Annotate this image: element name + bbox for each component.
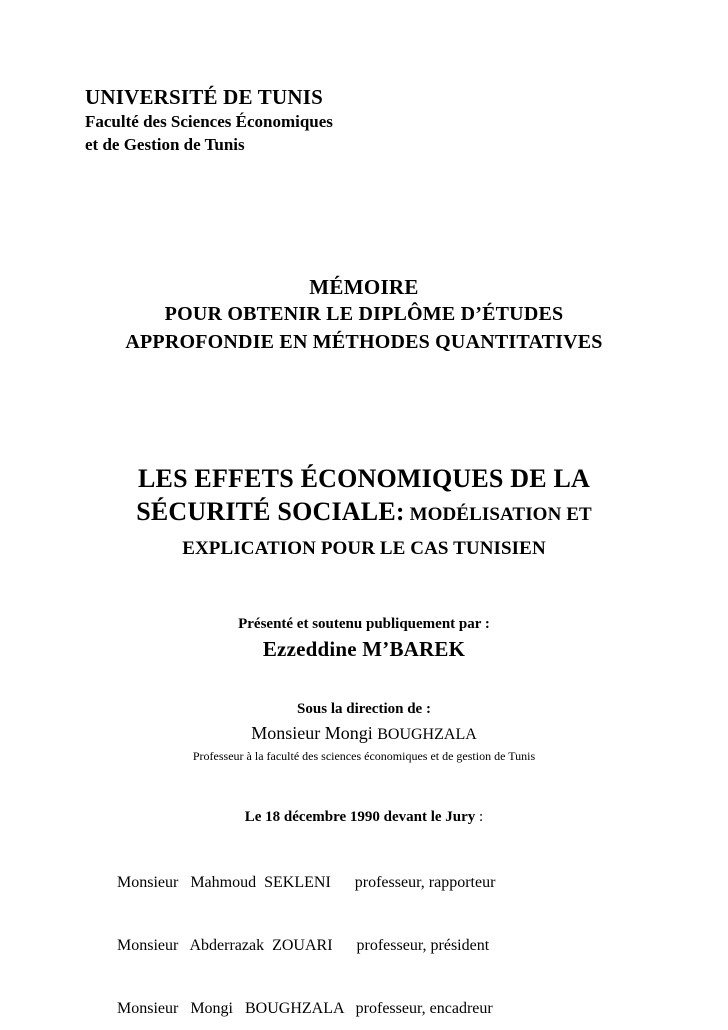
supervisor-name bbox=[0, 721, 728, 747]
jury-heading-colon: : bbox=[475, 809, 484, 825]
jury-member-row bbox=[85, 977, 728, 1030]
university-name: UNIVERSITÉ DE TUNIS bbox=[85, 85, 323, 109]
thesis-title bbox=[0, 462, 728, 565]
faculty-name-line1: Faculté des Sciences Économiques bbox=[85, 112, 333, 131]
jury-member-last-name: BOUGHZALA bbox=[245, 1000, 344, 1017]
supervisor-label: Sous la direction de : bbox=[297, 701, 431, 717]
jury-member-role: professeur, encadreur bbox=[355, 1000, 493, 1017]
degree-purpose-line1: POUR OBTENIR LE DIPLÔME D’ÉTUDES bbox=[164, 303, 564, 325]
institution-header bbox=[85, 84, 333, 156]
supervisor-name-prefix: Monsieur Mongi bbox=[251, 723, 378, 743]
jury-gap bbox=[178, 874, 190, 891]
jury-gap bbox=[178, 937, 189, 954]
jury-gap bbox=[264, 937, 272, 954]
supervisor-affiliation: Professeur à la faculté des sciences économiques et de gestion de Tunis bbox=[192, 749, 536, 763]
presented-by-block bbox=[0, 613, 728, 663]
title-line-2 bbox=[0, 495, 728, 532]
title-line-2-main: SÉCURITÉ SOCIALE: bbox=[136, 497, 405, 526]
faculty-name-line2: et de Gestion de Tunis bbox=[85, 135, 245, 154]
jury-member-last-name: ZOUARI bbox=[272, 937, 333, 954]
jury-member-title: Monsieur bbox=[117, 874, 179, 891]
jury-gap bbox=[178, 1000, 190, 1017]
jury-member-row bbox=[85, 851, 728, 914]
degree-purpose-line2: APPROFONDIE EN MÉTHODES QUANTITATIVES bbox=[125, 331, 603, 353]
supervisor-block bbox=[0, 698, 728, 766]
jury-member-title: Monsieur bbox=[117, 937, 179, 954]
jury-member-row bbox=[85, 914, 728, 977]
jury-member-list bbox=[0, 851, 728, 1030]
title-line-1: LES EFFETS ÉCONOMIQUES DE LA bbox=[137, 464, 591, 493]
jury-gap bbox=[256, 874, 264, 891]
jury-block bbox=[0, 806, 728, 1030]
jury-member-first-name: Mongi bbox=[190, 1000, 233, 1017]
jury-member-first-name: Mahmoud bbox=[190, 874, 257, 891]
jury-heading bbox=[0, 806, 728, 828]
presented-by-label: Présenté et soutenu publiquement par : bbox=[238, 616, 490, 632]
jury-member-first-name: Abderrazak bbox=[189, 937, 265, 954]
degree-type: MÉMOIRE bbox=[309, 275, 419, 299]
jury-date-text: Le 18 décembre 1990 devant le Jury bbox=[244, 809, 476, 825]
jury-member-title: Monsieur bbox=[117, 1000, 179, 1017]
jury-gap bbox=[233, 1000, 245, 1017]
jury-gap bbox=[331, 874, 355, 891]
jury-member-role: professeur, rapporteur bbox=[354, 874, 496, 891]
title-line-3: EXPLICATION POUR LE CAS TUNISIEN bbox=[182, 538, 546, 559]
jury-gap bbox=[344, 1000, 356, 1017]
jury-member-role: professeur, président bbox=[356, 937, 490, 954]
title-line-2-subtitle: MODÉLISATION ET bbox=[404, 504, 592, 525]
author-name: Ezzeddine M’BAREK bbox=[262, 637, 466, 661]
supervisor-surname: BOUGHZALA bbox=[377, 726, 477, 743]
jury-member-last-name: SEKLENI bbox=[264, 874, 331, 891]
degree-block bbox=[0, 274, 728, 356]
jury-gap bbox=[333, 937, 357, 954]
